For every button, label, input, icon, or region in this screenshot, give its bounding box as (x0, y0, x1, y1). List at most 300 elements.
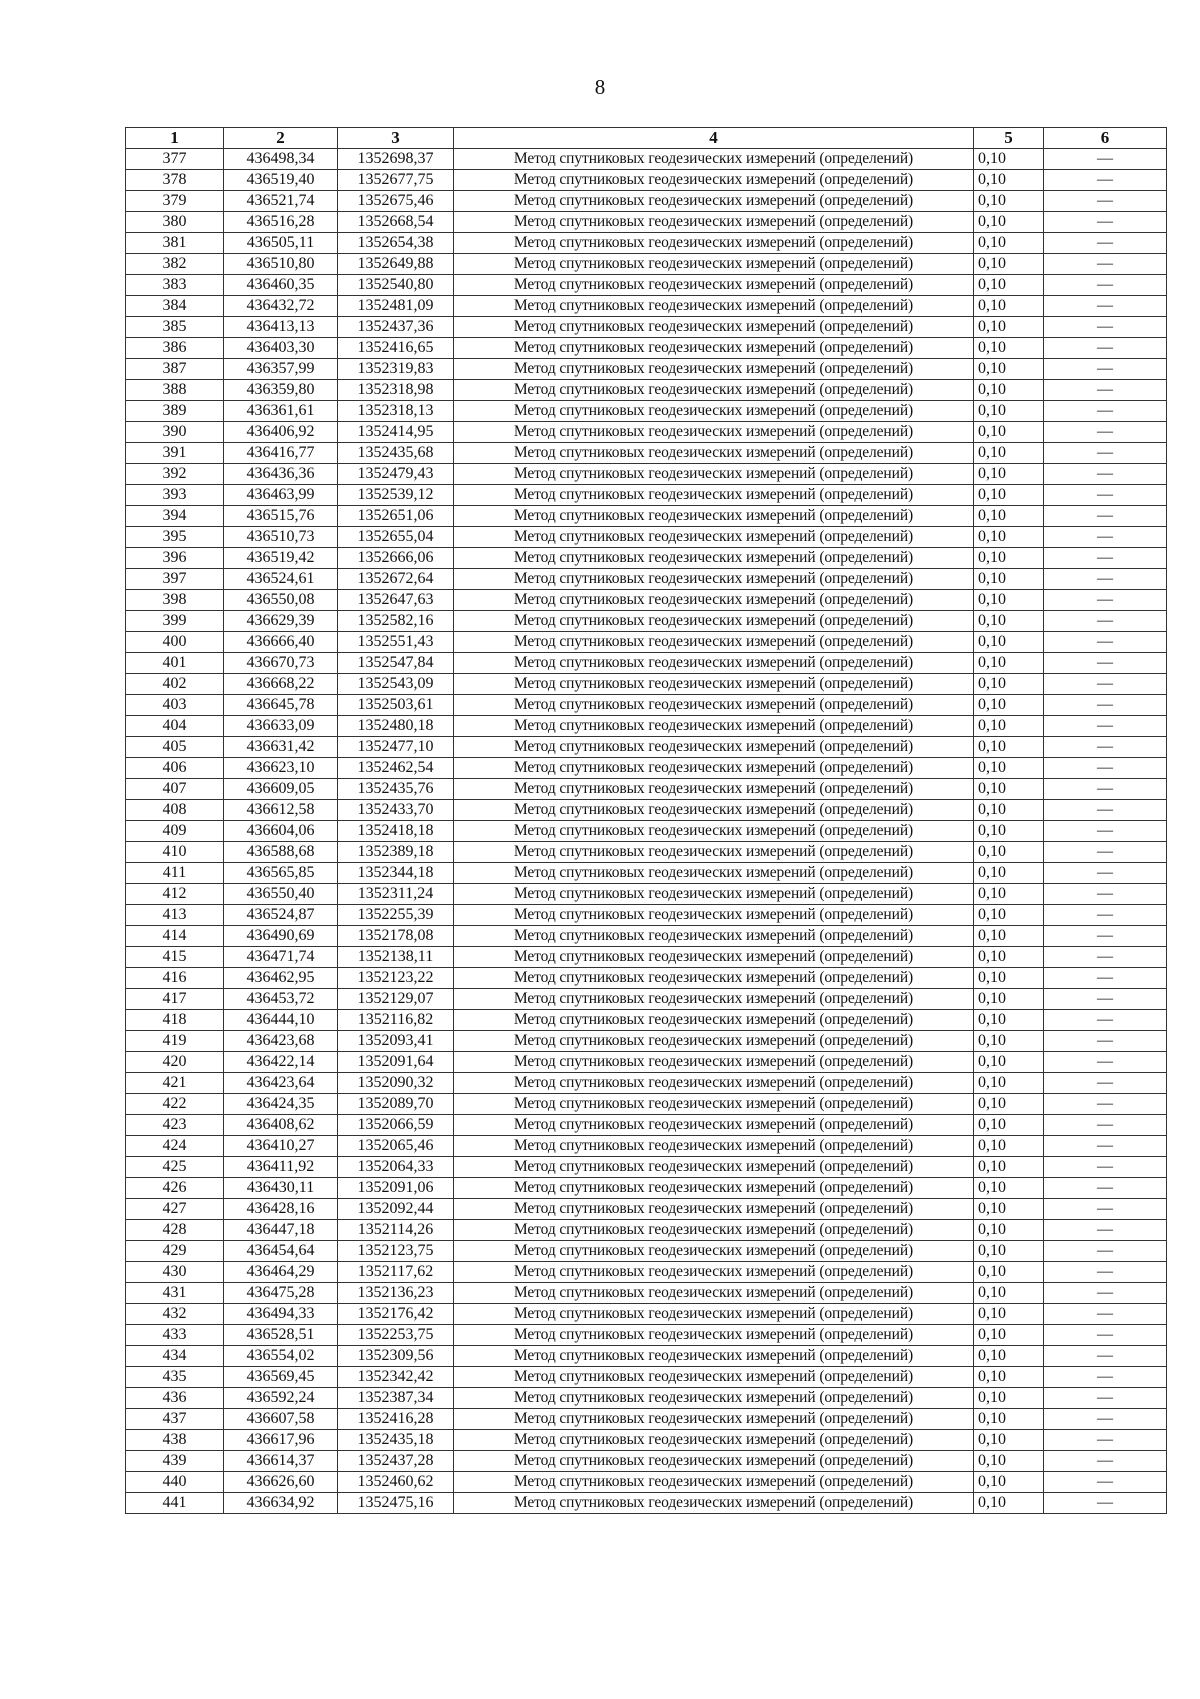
point-number-cell: 428 (126, 1220, 224, 1241)
point-number-cell: 390 (126, 422, 224, 443)
accuracy-cell: 0,10 (974, 947, 1044, 968)
accuracy-cell: 0,10 (974, 548, 1044, 569)
table-row (126, 485, 1167, 506)
method-cell: Метод спутниковых геодезических измерений (определений) (454, 1073, 974, 1094)
accuracy-cell: 0,10 (974, 1451, 1044, 1472)
point-number-cell: 433 (126, 1325, 224, 1346)
table-row (126, 1157, 1167, 1178)
x-coordinate-cell: 436408,62 (224, 1115, 338, 1136)
accuracy-cell: 0,10 (974, 401, 1044, 422)
y-coordinate-cell: 1352090,32 (338, 1073, 454, 1094)
point-number-cell: 408 (126, 800, 224, 821)
y-coordinate-cell: 1352255,39 (338, 905, 454, 926)
note-cell: — (1044, 1304, 1167, 1325)
method-cell: Метод спутниковых геодезических измерений (определений) (454, 1409, 974, 1430)
table-row (126, 359, 1167, 380)
table-row (126, 1073, 1167, 1094)
method-cell: Метод спутниковых геодезических измерений (определений) (454, 191, 974, 212)
accuracy-cell: 0,10 (974, 737, 1044, 758)
y-coordinate-cell: 1352435,76 (338, 779, 454, 800)
point-number-cell: 388 (126, 380, 224, 401)
x-coordinate-cell: 436634,92 (224, 1493, 338, 1514)
accuracy-cell: 0,10 (974, 863, 1044, 884)
note-cell: — (1044, 1199, 1167, 1220)
accuracy-cell: 0,10 (974, 674, 1044, 695)
column-header-3: 3 (338, 128, 454, 149)
x-coordinate-cell: 436490,69 (224, 926, 338, 947)
table-row (126, 863, 1167, 884)
method-cell: Метод спутниковых геодезических измерений (определений) (454, 1094, 974, 1115)
x-coordinate-cell: 436359,80 (224, 380, 338, 401)
x-coordinate-cell: 436617,96 (224, 1430, 338, 1451)
table-row (126, 905, 1167, 926)
accuracy-cell: 0,10 (974, 632, 1044, 653)
method-cell: Метод спутниковых геодезических измерений (определений) (454, 338, 974, 359)
accuracy-cell: 0,10 (974, 1409, 1044, 1430)
x-coordinate-cell: 436361,61 (224, 401, 338, 422)
method-cell: Метод спутниковых геодезических измерений (определений) (454, 380, 974, 401)
table-row (126, 380, 1167, 401)
point-number-cell: 403 (126, 695, 224, 716)
y-coordinate-cell: 1352675,46 (338, 191, 454, 212)
method-cell: Метод спутниковых геодезических измерений (определений) (454, 548, 974, 569)
y-coordinate-cell: 1352123,22 (338, 968, 454, 989)
y-coordinate-cell: 1352178,08 (338, 926, 454, 947)
point-number-cell: 413 (126, 905, 224, 926)
point-number-cell: 379 (126, 191, 224, 212)
y-coordinate-cell: 1352540,80 (338, 275, 454, 296)
x-coordinate-cell: 436410,27 (224, 1136, 338, 1157)
table-body (126, 149, 1167, 1514)
column-header-5: 5 (974, 128, 1044, 149)
point-number-cell: 405 (126, 737, 224, 758)
accuracy-cell: 0,10 (974, 443, 1044, 464)
accuracy-cell: 0,10 (974, 1283, 1044, 1304)
note-cell: — (1044, 1157, 1167, 1178)
point-number-cell: 434 (126, 1346, 224, 1367)
note-cell: — (1044, 989, 1167, 1010)
method-cell: Метод спутниковых геодезических измерений (определений) (454, 1178, 974, 1199)
y-coordinate-cell: 1352092,44 (338, 1199, 454, 1220)
point-number-cell: 396 (126, 548, 224, 569)
x-coordinate-cell: 436357,99 (224, 359, 338, 380)
method-cell: Метод спутниковых геодезических измерений (определений) (454, 989, 974, 1010)
note-cell: — (1044, 296, 1167, 317)
note-cell: — (1044, 1367, 1167, 1388)
point-number-cell: 378 (126, 170, 224, 191)
x-coordinate-cell: 436607,58 (224, 1409, 338, 1430)
y-coordinate-cell: 1352116,82 (338, 1010, 454, 1031)
y-coordinate-cell: 1352672,64 (338, 569, 454, 590)
point-number-cell: 415 (126, 947, 224, 968)
y-coordinate-cell: 1352475,16 (338, 1493, 454, 1514)
point-number-cell: 382 (126, 254, 224, 275)
note-cell: — (1044, 548, 1167, 569)
table-row (126, 1094, 1167, 1115)
point-number-cell: 424 (126, 1136, 224, 1157)
accuracy-cell: 0,10 (974, 317, 1044, 338)
table-row (126, 737, 1167, 758)
y-coordinate-cell: 1352318,98 (338, 380, 454, 401)
note-cell: — (1044, 1010, 1167, 1031)
note-cell: — (1044, 1115, 1167, 1136)
accuracy-cell: 0,10 (974, 212, 1044, 233)
table-row (126, 632, 1167, 653)
y-coordinate-cell: 1352309,56 (338, 1346, 454, 1367)
method-cell: Метод спутниковых геодезических измерений (определений) (454, 296, 974, 317)
accuracy-cell: 0,10 (974, 296, 1044, 317)
point-number-cell: 430 (126, 1262, 224, 1283)
note-cell: — (1044, 1325, 1167, 1346)
table-row (126, 464, 1167, 485)
method-cell: Метод спутниковых геодезических измерений (определений) (454, 884, 974, 905)
point-number-cell: 417 (126, 989, 224, 1010)
x-coordinate-cell: 436432,72 (224, 296, 338, 317)
x-coordinate-cell: 436609,05 (224, 779, 338, 800)
x-coordinate-cell: 436666,40 (224, 632, 338, 653)
accuracy-cell: 0,10 (974, 569, 1044, 590)
x-coordinate-cell: 436519,40 (224, 170, 338, 191)
x-coordinate-cell: 436550,08 (224, 590, 338, 611)
y-coordinate-cell: 1352064,33 (338, 1157, 454, 1178)
y-coordinate-cell: 1352138,11 (338, 947, 454, 968)
accuracy-cell: 0,10 (974, 1052, 1044, 1073)
table-row (126, 1325, 1167, 1346)
x-coordinate-cell: 436592,24 (224, 1388, 338, 1409)
x-coordinate-cell: 436416,77 (224, 443, 338, 464)
point-number-cell: 440 (126, 1472, 224, 1493)
method-cell: Метод спутниковых геодезических измерений (определений) (454, 1199, 974, 1220)
table-row (126, 884, 1167, 905)
table-row (126, 338, 1167, 359)
method-cell: Метод спутниковых геодезических измерений (определений) (454, 1115, 974, 1136)
note-cell: — (1044, 1262, 1167, 1283)
y-coordinate-cell: 1352114,26 (338, 1220, 454, 1241)
note-cell: — (1044, 149, 1167, 170)
x-coordinate-cell: 436524,61 (224, 569, 338, 590)
note-cell: — (1044, 275, 1167, 296)
table-row (126, 254, 1167, 275)
y-coordinate-cell: 1352480,18 (338, 716, 454, 737)
point-number-cell: 409 (126, 821, 224, 842)
accuracy-cell: 0,10 (974, 191, 1044, 212)
x-coordinate-cell: 436524,87 (224, 905, 338, 926)
y-coordinate-cell: 1352129,07 (338, 989, 454, 1010)
note-cell: — (1044, 821, 1167, 842)
point-number-cell: 398 (126, 590, 224, 611)
method-cell: Метод спутниковых геодезических измерений (определений) (454, 926, 974, 947)
table-row (126, 842, 1167, 863)
table-row (126, 1220, 1167, 1241)
accuracy-cell: 0,10 (974, 611, 1044, 632)
accuracy-cell: 0,10 (974, 254, 1044, 275)
accuracy-cell: 0,10 (974, 821, 1044, 842)
table-row (126, 296, 1167, 317)
x-coordinate-cell: 436519,42 (224, 548, 338, 569)
point-number-cell: 416 (126, 968, 224, 989)
y-coordinate-cell: 1352387,34 (338, 1388, 454, 1409)
method-cell: Метод спутниковых геодезических измерений (определений) (454, 632, 974, 653)
table-row (126, 1367, 1167, 1388)
note-cell: — (1044, 317, 1167, 338)
point-number-cell: 397 (126, 569, 224, 590)
x-coordinate-cell: 436462,95 (224, 968, 338, 989)
y-coordinate-cell: 1352091,64 (338, 1052, 454, 1073)
point-number-cell: 395 (126, 527, 224, 548)
point-number-cell: 439 (126, 1451, 224, 1472)
note-cell: — (1044, 1031, 1167, 1052)
point-number-cell: 426 (126, 1178, 224, 1199)
y-coordinate-cell: 1352176,42 (338, 1304, 454, 1325)
x-coordinate-cell: 436403,30 (224, 338, 338, 359)
accuracy-cell: 0,10 (974, 275, 1044, 296)
note-cell: — (1044, 359, 1167, 380)
table-row (126, 1178, 1167, 1199)
y-coordinate-cell: 1352539,12 (338, 485, 454, 506)
method-cell: Метод спутниковых геодезических измерений (определений) (454, 422, 974, 443)
note-cell: — (1044, 611, 1167, 632)
note-cell: — (1044, 1220, 1167, 1241)
accuracy-cell: 0,10 (974, 1325, 1044, 1346)
note-cell: — (1044, 1094, 1167, 1115)
table-row (126, 1241, 1167, 1262)
point-number-cell: 431 (126, 1283, 224, 1304)
method-cell: Метод спутниковых геодезических измерений (определений) (454, 1493, 974, 1514)
method-cell: Метод спутниковых геодезических измерений (определений) (454, 443, 974, 464)
x-coordinate-cell: 436565,85 (224, 863, 338, 884)
table-row (126, 527, 1167, 548)
y-coordinate-cell: 1352543,09 (338, 674, 454, 695)
method-cell: Метод спутниковых геодезических измерений (определений) (454, 695, 974, 716)
x-coordinate-cell: 436554,02 (224, 1346, 338, 1367)
point-number-cell: 429 (126, 1241, 224, 1262)
method-cell: Метод спутниковых геодезических измерений (определений) (454, 254, 974, 275)
note-cell: — (1044, 191, 1167, 212)
y-coordinate-cell: 1352677,75 (338, 170, 454, 191)
table-row (126, 548, 1167, 569)
table-row (126, 275, 1167, 296)
y-coordinate-cell: 1352433,70 (338, 800, 454, 821)
x-coordinate-cell: 436423,64 (224, 1073, 338, 1094)
table-row (126, 1052, 1167, 1073)
y-coordinate-cell: 1352319,83 (338, 359, 454, 380)
accuracy-cell: 0,10 (974, 1136, 1044, 1157)
accuracy-cell: 0,10 (974, 1346, 1044, 1367)
y-coordinate-cell: 1352666,06 (338, 548, 454, 569)
x-coordinate-cell: 436428,16 (224, 1199, 338, 1220)
table-row (126, 170, 1167, 191)
x-coordinate-cell: 436626,60 (224, 1472, 338, 1493)
note-cell: — (1044, 1283, 1167, 1304)
accuracy-cell: 0,10 (974, 149, 1044, 170)
table-row (126, 947, 1167, 968)
point-number-cell: 437 (126, 1409, 224, 1430)
accuracy-cell: 0,10 (974, 233, 1044, 254)
accuracy-cell: 0,10 (974, 1010, 1044, 1031)
note-cell: — (1044, 380, 1167, 401)
column-header-2: 2 (224, 128, 338, 149)
accuracy-cell: 0,10 (974, 800, 1044, 821)
accuracy-cell: 0,10 (974, 464, 1044, 485)
accuracy-cell: 0,10 (974, 338, 1044, 359)
point-number-cell: 400 (126, 632, 224, 653)
y-coordinate-cell: 1352414,95 (338, 422, 454, 443)
x-coordinate-cell: 436406,92 (224, 422, 338, 443)
accuracy-cell: 0,10 (974, 989, 1044, 1010)
method-cell: Метод спутниковых геодезических измерений (определений) (454, 1283, 974, 1304)
y-coordinate-cell: 1352462,54 (338, 758, 454, 779)
method-cell: Метод спутниковых геодезических измерений (определений) (454, 464, 974, 485)
method-cell: Метод спутниковых геодезических измерений (определений) (454, 800, 974, 821)
y-coordinate-cell: 1352460,62 (338, 1472, 454, 1493)
method-cell: Метод спутниковых геодезических измерений (определений) (454, 170, 974, 191)
note-cell: — (1044, 1136, 1167, 1157)
x-coordinate-cell: 436521,74 (224, 191, 338, 212)
table-row (126, 1010, 1167, 1031)
note-cell: — (1044, 1388, 1167, 1409)
note-cell: — (1044, 590, 1167, 611)
note-cell: — (1044, 443, 1167, 464)
accuracy-cell: 0,10 (974, 884, 1044, 905)
coordinates-table (125, 127, 1167, 1514)
y-coordinate-cell: 1352654,38 (338, 233, 454, 254)
table-row (126, 1409, 1167, 1430)
method-cell: Метод спутниковых геодезических измерений (определений) (454, 485, 974, 506)
table-row (126, 989, 1167, 1010)
table-row (126, 926, 1167, 947)
accuracy-cell: 0,10 (974, 1262, 1044, 1283)
note-cell: — (1044, 1430, 1167, 1451)
table-row (126, 611, 1167, 632)
y-coordinate-cell: 1352117,62 (338, 1262, 454, 1283)
x-coordinate-cell: 436612,58 (224, 800, 338, 821)
x-coordinate-cell: 436444,10 (224, 1010, 338, 1031)
method-cell: Метод спутниковых геодезических измерений (определений) (454, 1346, 974, 1367)
x-coordinate-cell: 436569,45 (224, 1367, 338, 1388)
method-cell: Метод спутниковых геодезических измерений (определений) (454, 1304, 974, 1325)
accuracy-cell: 0,10 (974, 1367, 1044, 1388)
table-row (126, 1493, 1167, 1514)
note-cell: — (1044, 1409, 1167, 1430)
point-number-cell: 414 (126, 926, 224, 947)
x-coordinate-cell: 436623,10 (224, 758, 338, 779)
note-cell: — (1044, 968, 1167, 989)
point-number-cell: 387 (126, 359, 224, 380)
x-coordinate-cell: 436633,09 (224, 716, 338, 737)
x-coordinate-cell: 436424,35 (224, 1094, 338, 1115)
note-cell: — (1044, 1451, 1167, 1472)
y-coordinate-cell: 1352649,88 (338, 254, 454, 275)
point-number-cell: 441 (126, 1493, 224, 1514)
accuracy-cell: 0,10 (974, 1199, 1044, 1220)
accuracy-cell: 0,10 (974, 1220, 1044, 1241)
note-cell: — (1044, 716, 1167, 737)
table-header-row (126, 128, 1167, 149)
method-cell: Метод спутниковых геодезических измерений (определений) (454, 1472, 974, 1493)
note-cell: — (1044, 1052, 1167, 1073)
accuracy-cell: 0,10 (974, 1241, 1044, 1262)
x-coordinate-cell: 436510,73 (224, 527, 338, 548)
x-coordinate-cell: 436471,74 (224, 947, 338, 968)
accuracy-cell: 0,10 (974, 1073, 1044, 1094)
accuracy-cell: 0,10 (974, 1304, 1044, 1325)
note-cell: — (1044, 212, 1167, 233)
x-coordinate-cell: 436614,37 (224, 1451, 338, 1472)
note-cell: — (1044, 884, 1167, 905)
table-row (126, 1388, 1167, 1409)
table-row (126, 1136, 1167, 1157)
x-coordinate-cell: 436436,36 (224, 464, 338, 485)
x-coordinate-cell: 436515,76 (224, 506, 338, 527)
x-coordinate-cell: 436588,68 (224, 842, 338, 863)
point-number-cell: 392 (126, 464, 224, 485)
accuracy-cell: 0,10 (974, 968, 1044, 989)
accuracy-cell: 0,10 (974, 1178, 1044, 1199)
accuracy-cell: 0,10 (974, 1493, 1044, 1514)
accuracy-cell: 0,10 (974, 1115, 1044, 1136)
table-row (126, 800, 1167, 821)
note-cell: — (1044, 485, 1167, 506)
point-number-cell: 422 (126, 1094, 224, 1115)
method-cell: Метод спутниковых геодезических измерений (определений) (454, 590, 974, 611)
note-cell: — (1044, 1472, 1167, 1493)
note-cell: — (1044, 653, 1167, 674)
note-cell: — (1044, 338, 1167, 359)
y-coordinate-cell: 1352647,63 (338, 590, 454, 611)
table-row (126, 968, 1167, 989)
table-row (126, 1115, 1167, 1136)
x-coordinate-cell: 436498,34 (224, 149, 338, 170)
accuracy-cell: 0,10 (974, 380, 1044, 401)
method-cell: Метод спутниковых геодезических измерений (определений) (454, 1367, 974, 1388)
y-coordinate-cell: 1352481,09 (338, 296, 454, 317)
method-cell: Метод спутниковых геодезических измерений (определений) (454, 1052, 974, 1073)
note-cell: — (1044, 527, 1167, 548)
table-row (126, 590, 1167, 611)
method-cell: Метод спутниковых геодезических измерений (определений) (454, 758, 974, 779)
accuracy-cell: 0,10 (974, 1430, 1044, 1451)
note-cell: — (1044, 1178, 1167, 1199)
note-cell: — (1044, 233, 1167, 254)
accuracy-cell: 0,10 (974, 758, 1044, 779)
column-header-4: 4 (454, 128, 974, 149)
point-number-cell: 410 (126, 842, 224, 863)
point-number-cell: 432 (126, 1304, 224, 1325)
note-cell: — (1044, 569, 1167, 590)
note-cell: — (1044, 905, 1167, 926)
accuracy-cell: 0,10 (974, 506, 1044, 527)
x-coordinate-cell: 436411,92 (224, 1157, 338, 1178)
table-row (126, 758, 1167, 779)
table-row (126, 695, 1167, 716)
y-coordinate-cell: 1352655,04 (338, 527, 454, 548)
point-number-cell: 404 (126, 716, 224, 737)
x-coordinate-cell: 436505,11 (224, 233, 338, 254)
point-number-cell: 435 (126, 1367, 224, 1388)
table-row (126, 674, 1167, 695)
y-coordinate-cell: 1352437,28 (338, 1451, 454, 1472)
table-row (126, 422, 1167, 443)
note-cell: — (1044, 863, 1167, 884)
method-cell: Метод спутниковых геодезических измерений (определений) (454, 1388, 974, 1409)
note-cell: — (1044, 1241, 1167, 1262)
table-row (126, 1031, 1167, 1052)
y-coordinate-cell: 1352311,24 (338, 884, 454, 905)
y-coordinate-cell: 1352318,13 (338, 401, 454, 422)
page-number: 8 (594, 75, 606, 99)
method-cell: Метод спутниковых геодезических измерений (определений) (454, 821, 974, 842)
accuracy-cell: 0,10 (974, 842, 1044, 863)
